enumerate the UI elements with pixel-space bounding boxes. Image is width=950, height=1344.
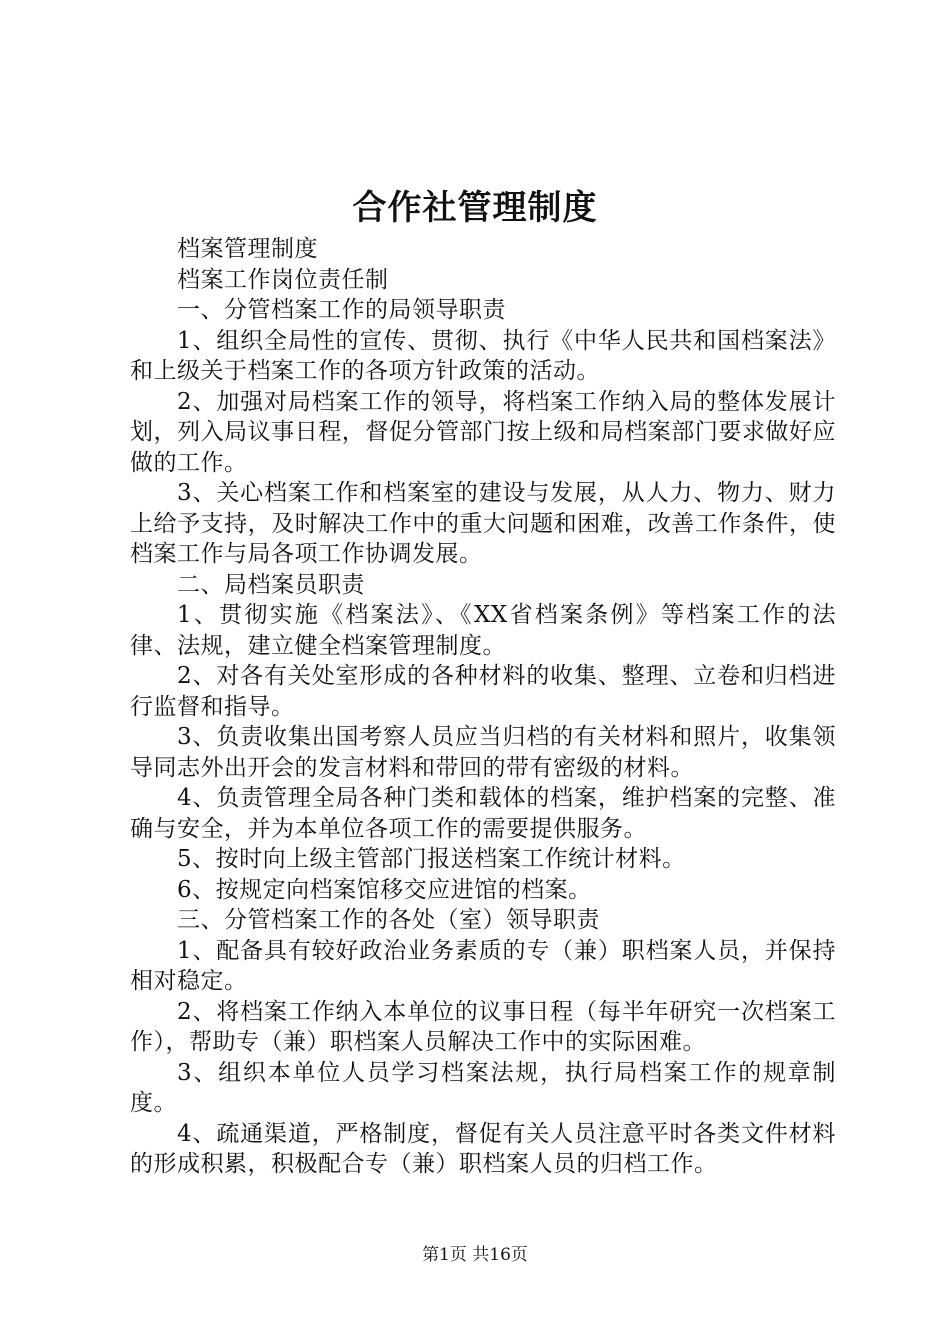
document-title: 合作社管理制度 xyxy=(352,188,598,228)
document-body xyxy=(130,234,836,1180)
paragraph: 档案工作岗位责任制 xyxy=(177,266,389,293)
page-footer xyxy=(0,1244,950,1266)
paragraph: 2、加强对局档案工作的领导，将档案工作纳入局的整体发展计划，列入局议事日程，督促分管部门按上级和局档案部门要求做好应做的工作。 xyxy=(130,388,836,476)
paragraph: 4、负责管理全局各种门类和载体的档案，维护档案的完整、准确与安全，并为本单位各项工作的需要提供服务。 xyxy=(130,785,836,842)
paragraph: 1、组织全局性的宣传、贯彻、执行《中华人民共和国档案法》和上级关于档案工作的各项方针政策的活动。 xyxy=(130,327,836,384)
section-heading: 三、分管档案工作的各处（室）领导职责 xyxy=(177,907,600,933)
paragraph: 6、按规定向档案馆移交应进馆的档案。 xyxy=(177,876,592,903)
paragraph: 1、贯彻实施《档案法》、《XX省档案条例》等档案工作的法律、法规，建立健全档案管理制度。 xyxy=(130,602,836,659)
paragraph: 4、疏通渠道，严格制度，督促有关人员注意平时各类文件材料的形成积累，积极配合专（兼）职档案人员的归档工作。 xyxy=(130,1120,836,1177)
paragraph: 5、按时向上级主管部门报送档案工作统计材料。 xyxy=(177,846,686,872)
section-heading: 一、分管档案工作的局领导职责 xyxy=(177,297,506,323)
paragraph: 2、对各有关处室形成的各种材料的收集、整理、立卷和归档进行监督和指导。 xyxy=(130,663,836,720)
paragraph: 3、负责收集出国考察人员应当归档的有关材料和照片，收集领导同志外出开会的发言材料和带回的带有密级的材料。 xyxy=(130,724,836,781)
section-heading: 二、局档案员职责 xyxy=(177,571,365,598)
paragraph: 3、关心档案工作和档案室的建设与发展，从人力、物力、财力上给予支持，及时解决工作中的重大问题和困难，改善工作条件，使档案工作与局各项工作协调发展。 xyxy=(130,480,836,567)
paragraph: 2、将档案工作纳入本单位的议事日程（每半年研究一次档案工作），帮助专（兼）职档案人员解决工作中的实际困难。 xyxy=(130,998,836,1055)
paragraph: 3、组织本单位人员学习档案法规，执行局档案工作的规章制度。 xyxy=(130,1059,836,1116)
paragraph: 档案管理制度 xyxy=(177,236,318,262)
page-number: 第1页 共16页 xyxy=(422,1245,528,1265)
paragraph: 1、配备具有较好政治业务素质的专（兼）职档案人员，并保持相对稳定。 xyxy=(130,937,836,994)
